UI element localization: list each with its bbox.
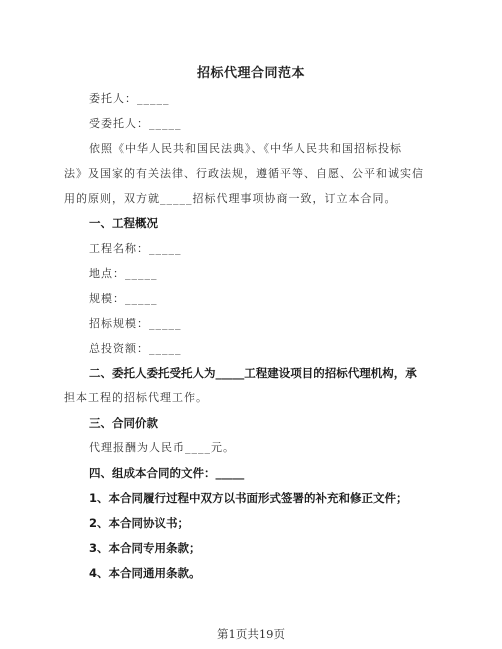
total-investment-line: 总投资额：_____ (89, 342, 182, 355)
scale-line: 规模：_____ (89, 292, 158, 305)
page-number: 第1页共19页 (217, 627, 285, 641)
client-line: 委托人：_____ (89, 92, 170, 105)
preamble-line-1: 依照《中华人民共和国民法典》、《中华人民共和国招标投标 (89, 142, 402, 155)
preamble-line-3: 用的原则，双方就_____招标代理事项协商一致，订立本合同。 (64, 192, 397, 205)
agent-line: 受委托人：_____ (89, 117, 182, 130)
document-item-1: 1、本合同履行过程中双方以书面形式签署的补充和修正文件； (89, 491, 408, 505)
section-heading-1: 一、工程概况 (89, 216, 158, 230)
location-line: 地点：_____ (89, 267, 158, 280)
document-item-2: 2、本合同协议书； (89, 516, 190, 530)
section-heading-2-line-1: 二、委托人委托受托人为_____工程建设项目的招标代理机构，承 (89, 366, 417, 380)
tender-scale-line: 招标规模：_____ (89, 317, 182, 330)
section-heading-2-line-2: 担本工程的招标代理工作。 (64, 391, 208, 404)
project-name-line: 工程名称：_____ (89, 242, 182, 255)
document-item-3: 3、本合同专用条款； (89, 541, 201, 555)
document-title: 招标代理合同范本 (196, 66, 305, 81)
fee-line: 代理报酬为人民币____元。 (89, 441, 235, 454)
document-item-4: 4、本合同通用条款。 (89, 566, 201, 580)
section-heading-3: 三、合同价款 (89, 416, 158, 430)
section-heading-4: 四、组成本合同的文件：_____ (89, 466, 245, 480)
preamble-line-2: 法》及国家的有关法律、行政法规，遵循平等、自愿、公平和诚实信 (64, 167, 424, 180)
